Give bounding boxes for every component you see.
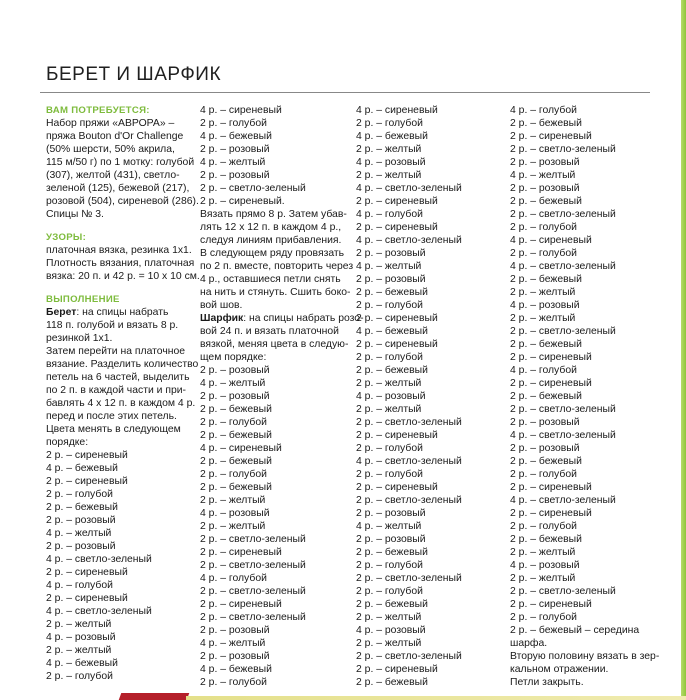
text-line: 2 р. – сиреневый (200, 599, 282, 610)
text-line: 2 р. – сиреневый (200, 547, 282, 558)
text-line: 2 р. – светло-зеленый (356, 573, 462, 584)
beret-intro-text: : на спицы набрать (76, 307, 169, 318)
text-line: 4 р. – желтый (200, 378, 266, 389)
scarf-instructions-end (510, 104, 660, 689)
text-line: 2 р. – бежевый (356, 547, 428, 558)
text-line: 2 р. – голубой (510, 248, 577, 259)
text-line: 2 р. – розовый (200, 365, 270, 376)
text-line: 4 р. – бежевый (200, 664, 272, 675)
text-line: 4 р. – бежевый (200, 131, 272, 142)
scarf-intro-line (200, 312, 364, 325)
text-line: 2 р. – голубой (356, 586, 423, 597)
text-line: вязание. Разделить количество (46, 359, 199, 370)
text-line: лять 12 х 12 п. в каждом 4 р., (200, 222, 342, 233)
text-line: перед и после этих петель. (46, 411, 177, 422)
text-line: 4 р. – голубой (46, 580, 113, 591)
text-line: на нить и стянуть. Сшить боко- (200, 287, 351, 298)
text-line: 2 р. – сиреневый (510, 482, 592, 493)
text-line: 2 р. – бежевый (356, 599, 428, 610)
text-line: 2 р. – желтый (510, 287, 576, 298)
text-line: щем порядке: (200, 352, 267, 363)
text-line: 4 р. – розовый (356, 625, 426, 636)
text-line: 4 р. – бежевый (46, 463, 118, 474)
text-line: кальном отражении. (510, 664, 609, 675)
text-line: бавлять 4 х 12 п. в каждом 4 р. (46, 398, 196, 409)
text-line: 2 р. – сиреневый (510, 508, 592, 519)
column-4 (510, 104, 660, 689)
text-line: 2 р. – желтый (356, 404, 422, 415)
text-line: 2 р. – розовый (510, 443, 580, 454)
text-line: 4 р. – розовый (510, 300, 580, 311)
text-line: 2 р. – желтый (356, 378, 422, 389)
text-line: Вязать прямо 8 р. Затем убав- (200, 209, 347, 220)
text-line: 2 р. – бежевый (356, 677, 428, 688)
text-line: 2 р. – желтый (356, 638, 422, 649)
column-2 (200, 104, 364, 689)
text-line: 4 р. – голубой (510, 365, 577, 376)
text-line: 2 р. – розовый (46, 515, 116, 526)
text-line: 2 р. – розовый (510, 157, 580, 168)
text-line: 2 р. – бежевый (510, 534, 582, 545)
text-line: (307), желтой (431), светло- (46, 170, 180, 181)
text-line: 2 р. – розовый (356, 508, 426, 519)
scarf-instructions-cont (356, 104, 506, 689)
text-line: 2 р. – светло-зеленый (510, 586, 616, 597)
text-line: 2 р. – голубой (510, 521, 577, 532)
text-line: 4 р. – сиреневый (356, 105, 438, 116)
text-line: порядке: (46, 437, 89, 448)
text-line: резинкой 1х1. (46, 333, 113, 344)
text-line: 2 р. – желтый (510, 313, 576, 324)
text-line: 2 р. – голубой (46, 671, 113, 682)
text-line: 4 р. – голубой (510, 105, 577, 116)
page-edge-green (681, 0, 686, 700)
column-1 (46, 104, 200, 683)
text-line: 2 р. – розовый (356, 248, 426, 259)
text-line: 4 р. – светло-зеленый (356, 183, 462, 194)
text-line: 4 р. – розовый (510, 560, 580, 571)
text-line: 2 р. – сиреневый (510, 378, 592, 389)
text-line: 4 р. – светло-зеленый (46, 554, 152, 565)
text-line: 4 р. – желтый (200, 157, 266, 168)
text-line: зеленой (125), бежевой (217), (46, 183, 190, 194)
text-line: 4 р. – розовый (356, 391, 426, 402)
text-line: 2 р. – сиреневый (356, 196, 438, 207)
text-line: 118 п. голубой и вязать 8 р. (46, 320, 179, 331)
text-line: 4 р. – желтый (510, 170, 576, 181)
text-line: Петли закрыть. (510, 677, 584, 688)
text-line: следуя линиям прибавления. (200, 235, 342, 246)
text-line: 2 р. – голубой (356, 352, 423, 363)
text-line: 2 р. – бежевый (510, 456, 582, 467)
text-line: 4 р. – голубой (356, 209, 423, 220)
text-line: Цвета менять в следующем (46, 424, 181, 435)
text-line: 2 р. – голубой (200, 417, 267, 428)
text-line: 4 р. – бежевый (356, 326, 428, 337)
materials-heading: ВАМ ПОТРЕБУЕТСЯ: (46, 105, 150, 116)
text-line: вой шов. (200, 300, 243, 311)
text-line: 2 р. – розовый (200, 144, 270, 155)
text-line: 4 р. – бежевый (46, 658, 118, 669)
text-line: 4 р. – сиреневый (200, 105, 282, 116)
patterns-heading: УЗОРЫ: (46, 232, 87, 243)
text-line: 4 р. – розовый (356, 157, 426, 168)
beret-intro-line (46, 306, 194, 319)
text-line: 2 р. – желтый (356, 170, 422, 181)
text-line: вязкой, меняя цвета в следую- (200, 339, 349, 350)
text-line: розовой (504), сиреневой (286). (46, 196, 199, 207)
text-line: 4 р. – светло-зеленый (356, 456, 462, 467)
text-line: 2 р. – желтый (356, 612, 422, 623)
text-line: 2 р. – светло-зеленый (200, 612, 306, 623)
text-line: 2 р. – сиреневый (510, 599, 592, 610)
text-line: 2 р. – сиреневый (356, 664, 438, 675)
text-line: 4 р. – светло-зеленый (356, 235, 462, 246)
text-line: 2 р. – сиреневый (510, 131, 592, 142)
text-line: 2 р. – светло-зеленый (200, 183, 306, 194)
text-line: 2 р. – сиреневый (46, 593, 128, 604)
text-line: 4 р. – светло-зеленый (510, 261, 616, 272)
text-line: 2 р. – бежевый – середина (510, 625, 640, 636)
scarf-instructions (200, 325, 350, 689)
text-line: 2 р. – сиреневый (510, 352, 592, 363)
text-line: 2 р. – светло-зеленый (510, 144, 616, 155)
text-line: 2 р. – голубой (510, 222, 577, 233)
text-line: 2 р. – розовый (356, 274, 426, 285)
column-3 (356, 104, 506, 689)
beret-instructions-cont (200, 104, 354, 312)
text-line: 2 р. – сиреневый (356, 222, 438, 233)
text-line: петель на 6 частей, выделить (46, 372, 190, 383)
text-line: 4 р. – светло-зеленый (46, 606, 152, 617)
text-line: 115 м/50 г) по 1 мотку: голубой (46, 157, 195, 168)
text-line: 2 р. – бежевый (356, 287, 428, 298)
text-line: 2 р. – голубой (510, 612, 577, 623)
text-line: 4 р. – сиреневый (510, 235, 592, 246)
text-line: 2 р. – голубой (356, 443, 423, 454)
text-line: 2 р. – сиреневый (46, 450, 128, 461)
text-line: Вторую половину вязать в зер- (510, 651, 660, 662)
text-line: 2 р. – голубой (200, 469, 267, 480)
text-line: 2 р. – розовый (510, 417, 580, 428)
text-line: 2 р. – голубой (356, 300, 423, 311)
beret-label: Берет (46, 307, 77, 318)
text-line: 2 р. – бежевый (510, 339, 582, 350)
text-line: 2 р. – желтый (200, 521, 266, 532)
text-line: 2 р. – бежевый (46, 502, 118, 513)
text-line: 4 р., оставшиеся петли снять (200, 274, 341, 285)
text-line: вой 24 п. и вязать платочной (200, 326, 339, 337)
title-divider (40, 92, 650, 93)
text-line: 2 р. – бежевый (200, 482, 272, 493)
text-line: 2 р. – светло-зеленый (356, 495, 462, 506)
text-line: платочная вязка, резинка 1х1. (46, 245, 192, 256)
text-line: 2 р. – светло-зеленый (510, 326, 616, 337)
text-line: 2 р. – голубой (200, 677, 267, 688)
text-line: 2 р. – голубой (356, 118, 423, 129)
text-line: 4 р. – желтый (356, 261, 422, 272)
text-line: по 2 п. в каждой части и при- (46, 385, 186, 396)
text-line: 2 р. – голубой (46, 489, 113, 500)
text-line: 2 р. – сиреневый. (200, 196, 285, 207)
text-line: В следующем ряду провязать (200, 248, 345, 259)
text-line: 2 р. – желтый (46, 619, 112, 630)
beret-instructions (46, 319, 199, 683)
text-line: 4 р. – голубой (200, 573, 267, 584)
text-line: Плотность вязания, платочная (46, 258, 195, 269)
text-line: 2 р. – бежевый (510, 118, 582, 129)
text-line: 2 р. – светло-зеленый (200, 586, 306, 597)
text-line: 4 р. – желтый (46, 528, 112, 539)
text-line: 2 р. – сиреневый (46, 567, 128, 578)
text-line: 2 р. – светло-зеленый (200, 560, 306, 571)
text-line: 4 р. – розовый (200, 508, 270, 519)
text-line: пряжа Bouton d'Or Challenge (46, 131, 184, 142)
text-line: 2 р. – бежевый (200, 404, 272, 415)
text-line: 2 р. – светло-зеленый (356, 417, 462, 428)
text-line: 2 р. – розовый (46, 541, 116, 552)
text-line: 4 р. – сиреневый (200, 443, 282, 454)
text-line: 2 р. – желтый (200, 495, 266, 506)
text-line: (50% шерсти, 50% акрила, (46, 144, 175, 155)
text-line: 2 р. – бежевый (200, 430, 272, 441)
page-edge-red (119, 693, 190, 700)
text-line: 2 р. – желтый (356, 144, 422, 155)
text-line: 2 р. – розовый (356, 534, 426, 545)
text-line: 2 р. – розовый (200, 391, 270, 402)
text-line: 2 р. – желтый (46, 645, 112, 656)
text-line: 2 р. – голубой (356, 560, 423, 571)
text-line: 4 р. – желтый (200, 638, 266, 649)
text-line: 2 р. – бежевый (510, 196, 582, 207)
text-line: Спицы № 3. (46, 209, 104, 220)
text-line: 2 р. – сиреневый (356, 482, 438, 493)
text-line: 2 р. – бежевый (510, 274, 582, 285)
text-line: 2 р. – желтый (510, 573, 576, 584)
text-line: 4 р. – светло-зеленый (510, 430, 616, 441)
text-line: 2 р. – бежевый (510, 391, 582, 402)
text-line: 2 р. – сиреневый (356, 339, 438, 350)
scarf-label: Шарфик (200, 313, 244, 324)
text-line: 4 р. – светло-зеленый (510, 495, 616, 506)
scarf-intro-text: : на спицы набрать розо- (243, 313, 364, 324)
text-line: 4 р. – желтый (356, 521, 422, 532)
work-heading: ВЫПОЛНЕНИЕ (46, 294, 120, 305)
text-line: 2 р. – светло-зеленый (356, 651, 462, 662)
text-line: 2 р. – желтый (510, 547, 576, 558)
text-line: 2 р. – розовый (200, 651, 270, 662)
text-line: вязка: 20 п. и 42 р. = 10 х 10 см. (46, 271, 200, 282)
text-line: 2 р. – розовый (200, 625, 270, 636)
text-line: 2 р. – голубой (356, 469, 423, 480)
text-line: 2 р. – сиреневый (356, 313, 438, 324)
text-line: 2 р. – голубой (510, 469, 577, 480)
text-line: по 2 п. вместе, повторить через (200, 261, 354, 272)
text-line: 2 р. – светло-зеленый (200, 534, 306, 545)
text-line: 2 р. – сиреневый (46, 476, 128, 487)
text-line: 4 р. – бежевый (356, 131, 428, 142)
text-line: 2 р. – бежевый (356, 365, 428, 376)
page-edge-yellow (186, 696, 686, 700)
materials-text (46, 117, 199, 221)
page-title: БЕРЕТ И ШАРФИК (46, 64, 222, 85)
text-line: 2 р. – голубой (200, 118, 267, 129)
text-line: 2 р. – светло-зеленый (510, 209, 616, 220)
text-line: 2 р. – розовый (200, 170, 270, 181)
text-line: 2 р. – сиреневый (356, 430, 438, 441)
text-line: 2 р. – бежевый (200, 456, 272, 467)
text-line: 2 р. – светло-зеленый (510, 404, 616, 415)
text-line: Затем перейти на платочное (46, 346, 186, 357)
text-line: 4 р. – розовый (46, 632, 116, 643)
patterns-text (46, 244, 200, 283)
text-line: шарфа. (510, 638, 548, 649)
text-line: 2 р. – розовый (510, 183, 580, 194)
text-line: Набор пряжи «АВРОРА» – (46, 118, 175, 129)
